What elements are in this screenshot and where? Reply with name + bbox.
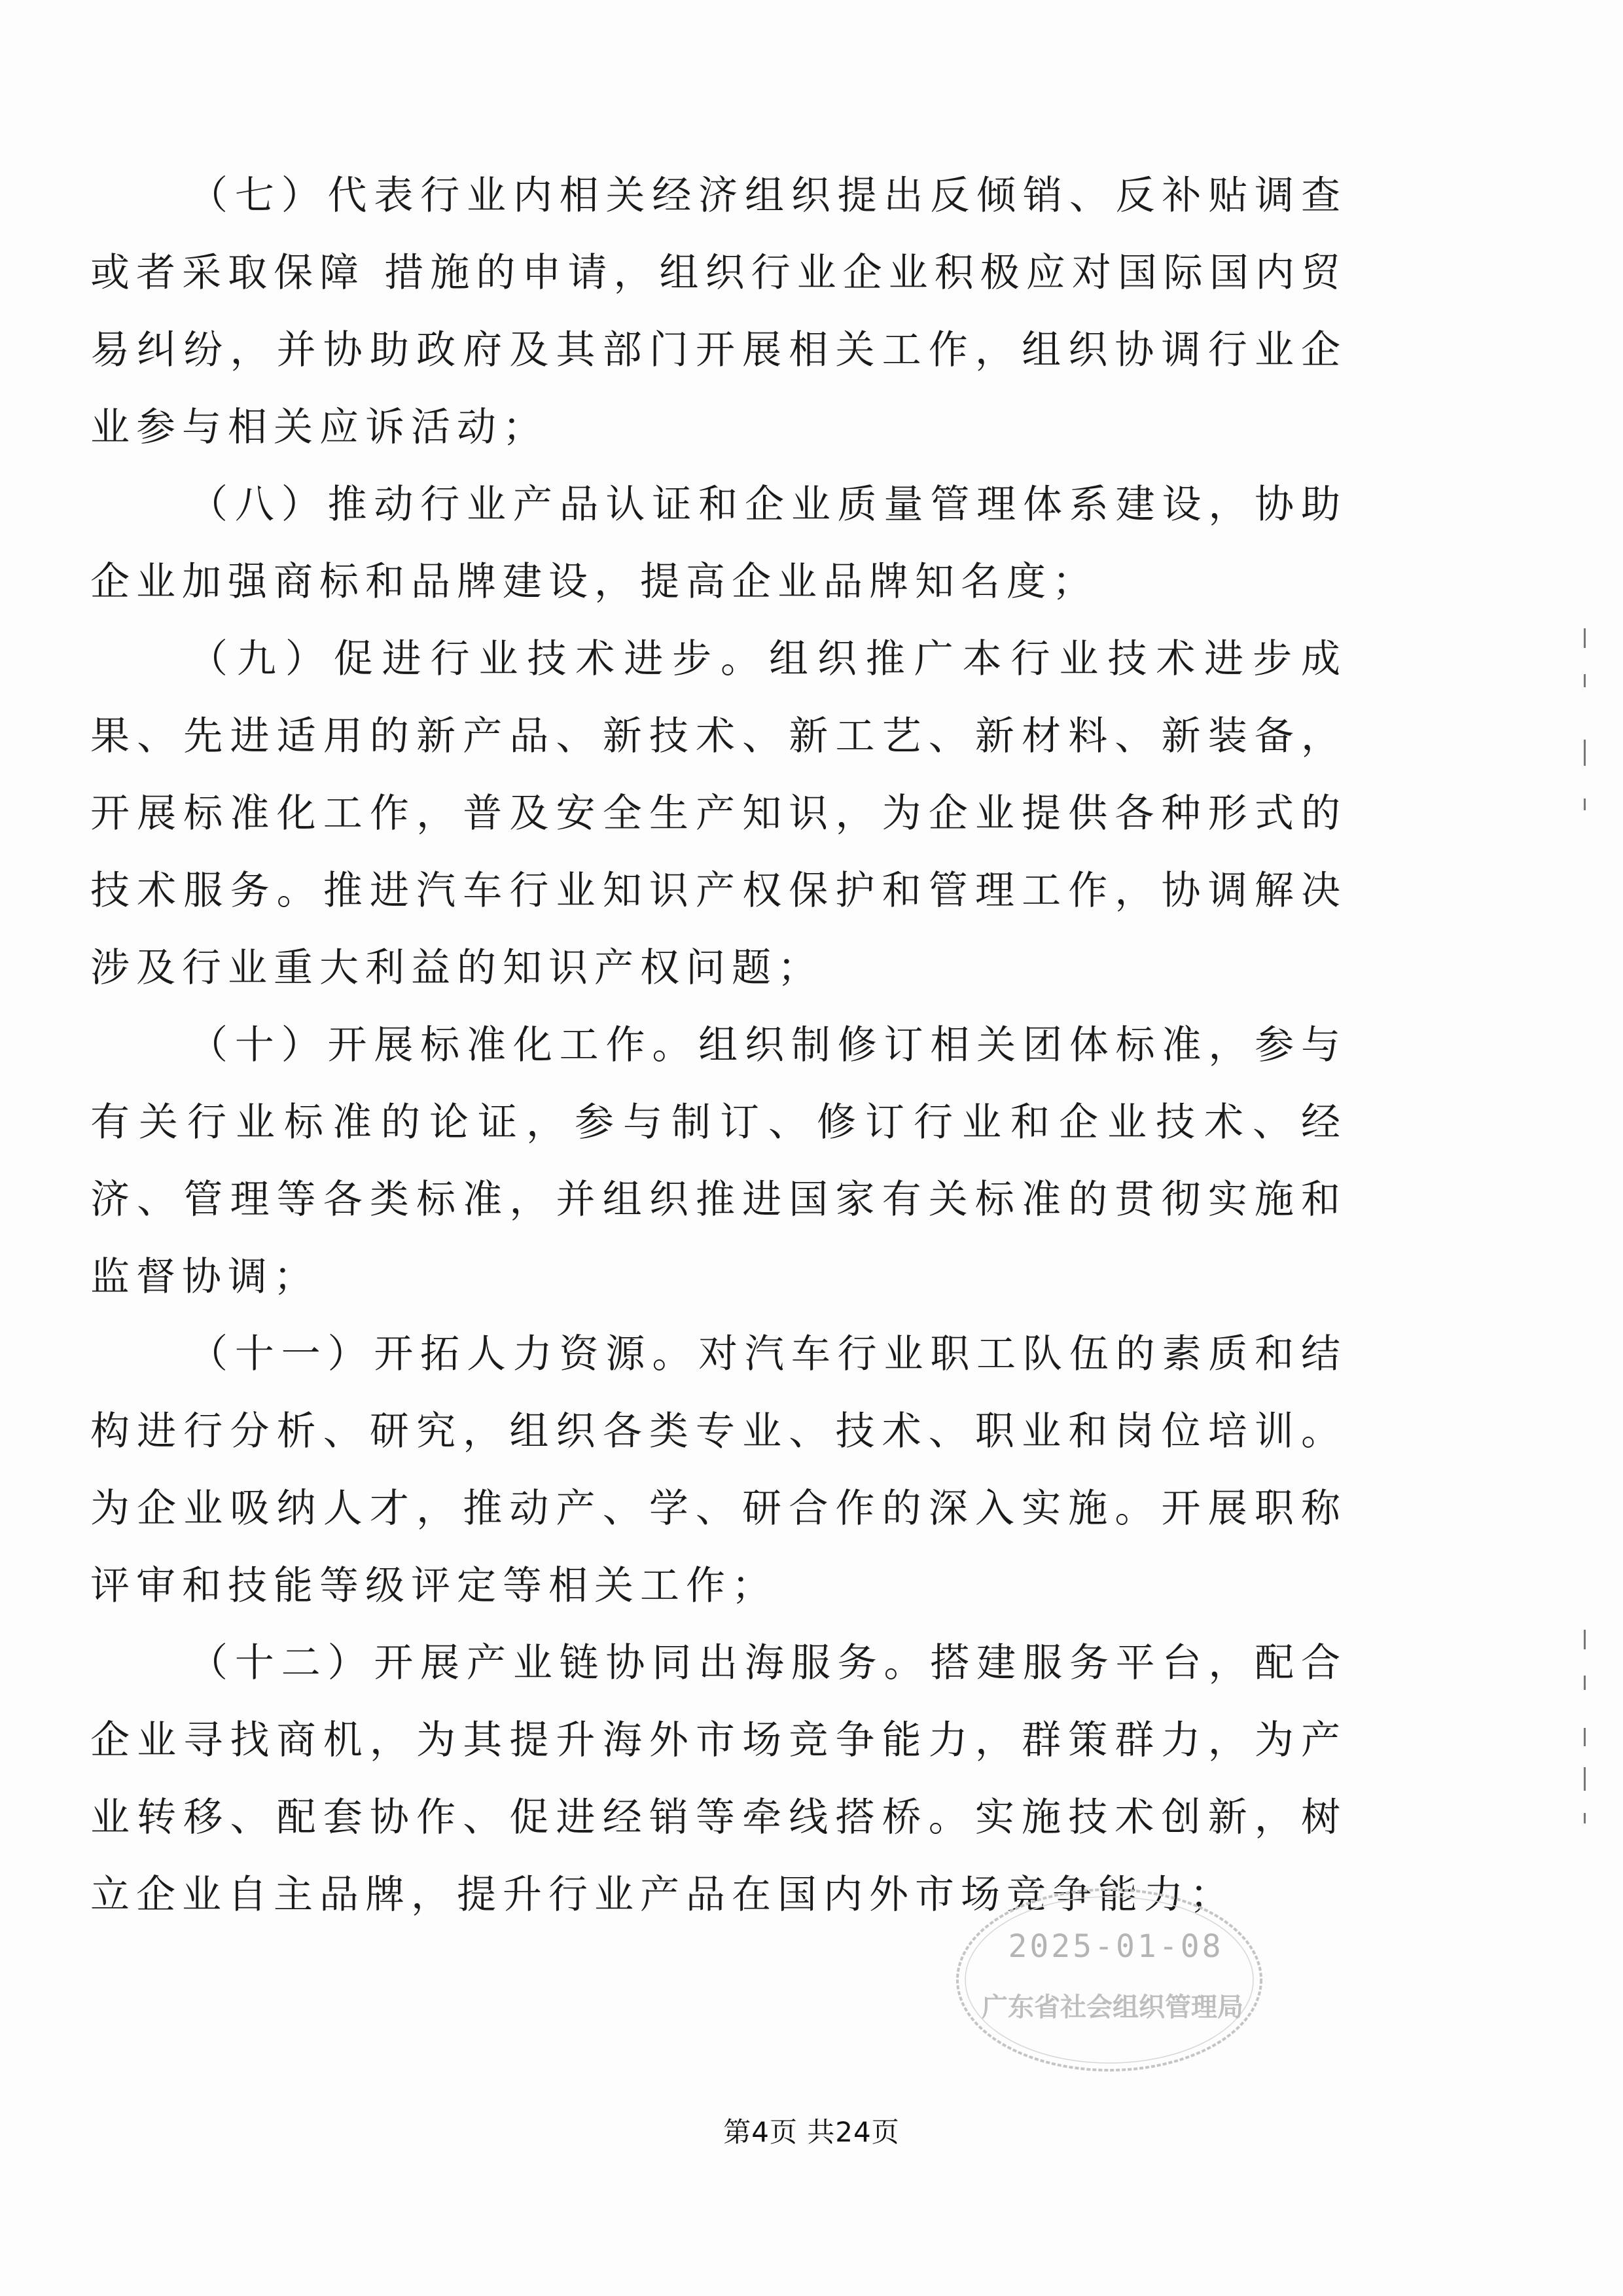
scan-edge-mark [1584,1728,1586,1746]
scan-edge-mark [1584,628,1586,648]
scan-edge-mark [1584,798,1586,810]
scan-edge-mark [1584,1676,1586,1690]
stamp-date: 2025-01-08 [1008,1928,1224,1965]
scan-edge-mark [1584,674,1586,687]
paragraph-10: （十）开展标准化工作。组织制修订相关团体标准，参与有关行业标准的论证，参与制订、修订行业和企业技术、经济、管理等各类标准，并组织推进国家有关标准的贯彻实施和监督协调； [90,1022,1347,1300]
paragraph-9: （九）促进行业技术进步。组织推广本行业技术进步成果、先进适用的新产品、新技术、新工艺、新材料、新装备，开展标准化工作，普及安全生产知识，为企业提供各种形式的技术服务。推进汽车行业知识产权保护和管理工作，协调解决涉及行业重大利益的知识产权问题； [90,636,1347,991]
official-seal-stamp [952,1885,1266,2075]
scan-edge-mark [1584,1813,1586,1823]
page-number: 第4页 共24页 [723,2116,900,2148]
paragraph-7: （七）代表行业内相关经济组织提出反倾销、反补贴调查或者采取保障 措施的申请，组织行业企业积极应对国际国内贸易纠纷，并协助政府及其部门开展相关工作，组织协调行业企业参与相关应诉活动； [90,173,1347,450]
paragraph-11: （十一）开拓人力资源。对汽车行业职工队伍的素质和结构进行分析、研究，组织各类专业、技术、职业和岗位培训。为企业吸纳人才，推动产、学、研合作的深入实施。开展职称评审和技能等级评定等相关工作； [90,1331,1347,1609]
scan-edge-mark [1584,740,1586,766]
stamp-org-name: 广东省社会组织管理局 [982,1992,1243,2022]
scan-edge-mark [1584,1767,1586,1791]
paragraph-12: （十二）开展产业链协同出海服务。搭建服务平台，配合企业寻找商机，为其提升海外市场竞争能力，群策群力，为产业转移、配套协作、促进经销等牵线搭桥。实施技术创新，树立企业自主品牌，提升行业产品在国内外市场竞争能力； [90,1640,1347,1918]
paragraph-8: （八）推动行业产品认证和企业质量管理体系建设，协助企业加强商标和品牌建设，提高企业品牌知名度； [90,482,1347,605]
document-body [90,157,1347,1933]
scan-edge-mark [1584,1630,1586,1649]
